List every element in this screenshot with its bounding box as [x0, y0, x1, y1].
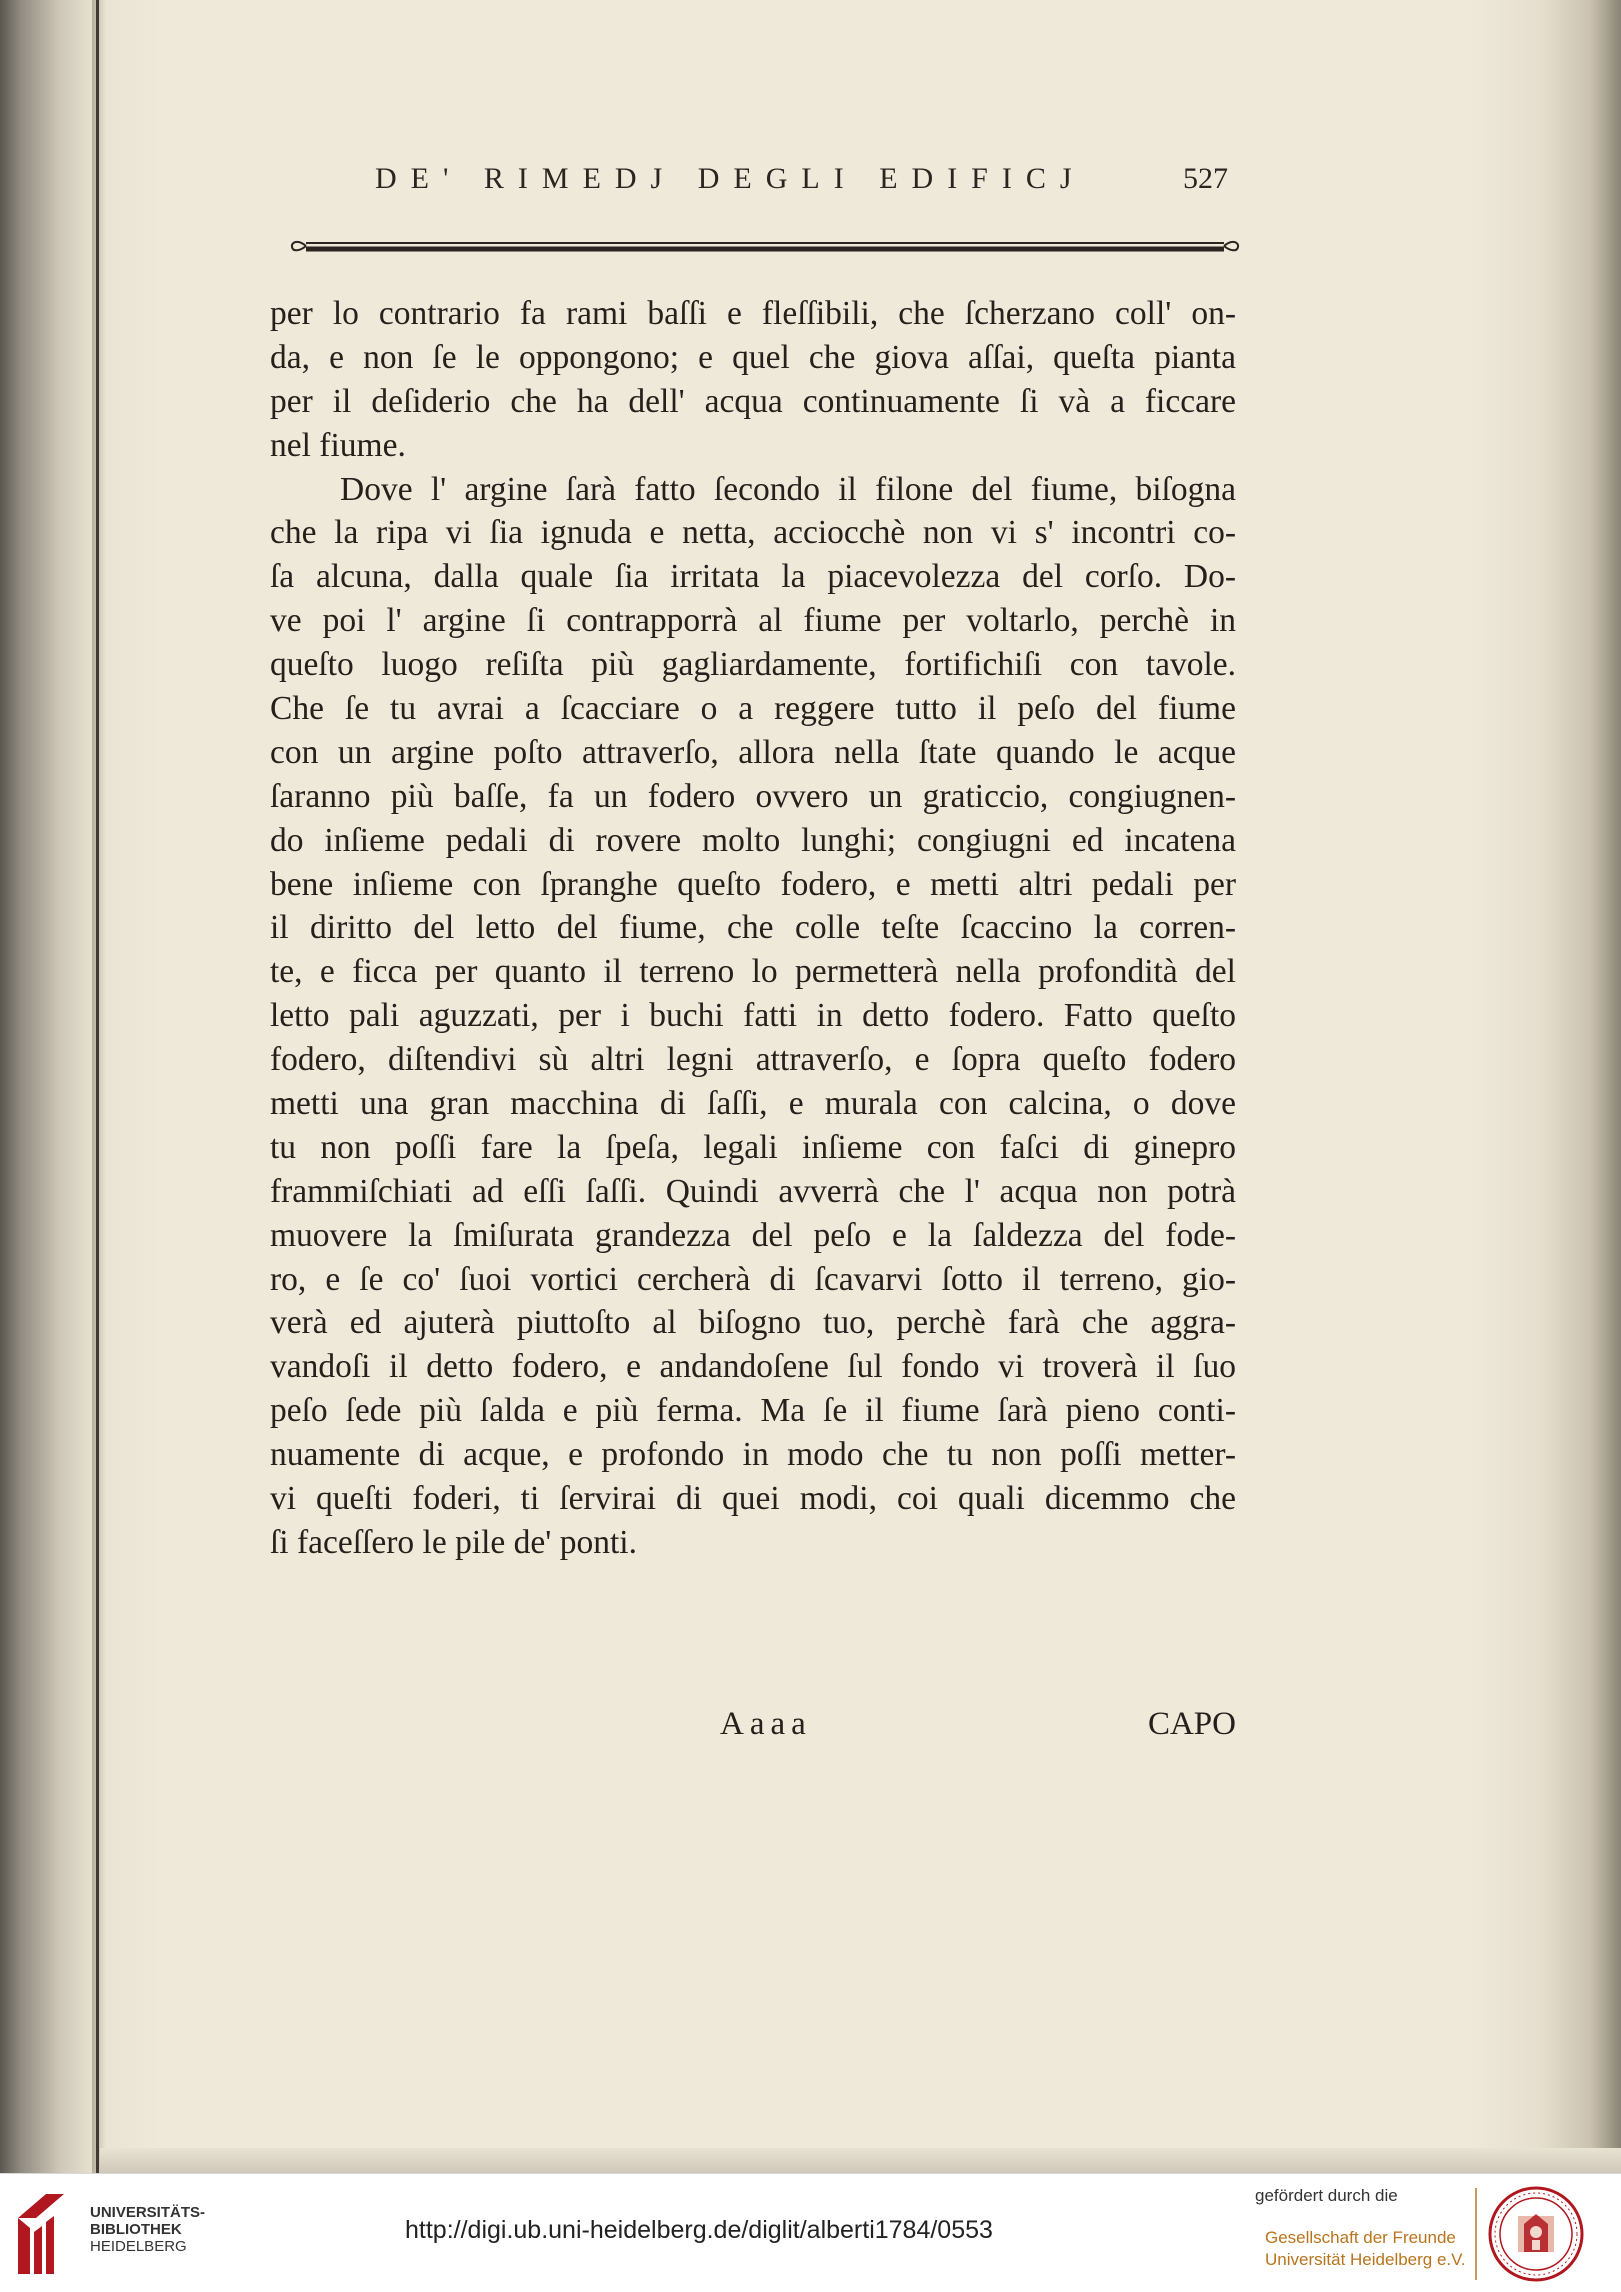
text-line: che la ripa vi ſia ignuda e netta, acciocchè non vi s' incontri co- — [270, 514, 1236, 552]
sponsor-name-line: Gesellschaft der Freunde — [1265, 2228, 1456, 2247]
library-name-line: UNIVERSITÄTS- — [90, 2204, 206, 2221]
text-line: ſa alcuna, dalla quale ſia irritata la piacevolezza del corſo. Do- — [270, 558, 1236, 596]
university-seal-icon — [1488, 2186, 1584, 2282]
text-line: tu non poſſi fare la ſpeſa, legali inſieme con faſci di ginepro — [270, 1128, 1236, 1166]
university-library-logo-icon — [12, 2188, 70, 2280]
library-name-line: HEIDELBERG — [90, 2238, 187, 2255]
text-line: peſo ſede più ſalda e più ferma. Ma ſe il fiume ſarà pieno conti- — [270, 1392, 1236, 1430]
text-line: nel fiume. — [270, 426, 406, 464]
sponsor-name-line: Universität Heidelberg e.V. — [1265, 2250, 1466, 2269]
text-line: bene inſieme con ſpranghe queſto fodero, e metti altri pedali per — [270, 865, 1236, 903]
gutter-shadow — [92, 0, 106, 2173]
library-name-line: BIBLIOTHEK — [90, 2221, 182, 2238]
page-footer — [270, 1700, 1236, 1750]
text-line: ro, e ſe co' ſuoi vortici cercherà di ſcavarvi ſotto il terreno, gio- — [270, 1260, 1236, 1298]
permalink[interactable]: http://digi.ub.uni-heidelberg.de/diglit/alberti1784/0553 — [405, 2216, 993, 2244]
signature-mark: Aaaa — [720, 1706, 812, 1742]
digitization-banner — [0, 2173, 1621, 2292]
sponsor-name — [1265, 2227, 1466, 2271]
text-line: muovere la ſmiſurata grandezza del peſo e la ſaldezza del fode- — [270, 1216, 1236, 1254]
header-rule — [290, 238, 1240, 256]
funded-by-label: gefördert durch die — [1255, 2186, 1398, 2205]
text-line: vi queſti foderi, ti ſervirai di quei modi, coi quali dicemmo che — [270, 1480, 1236, 1518]
text-line: letto pali aguzzati, per i buchi fatti in detto fodero. Fatto queſto — [270, 997, 1236, 1035]
banner-divider — [1475, 2188, 1477, 2280]
text-line: Dove l' argine ſarà fatto ſecondo il filone del fiume, biſogna — [340, 470, 1236, 508]
catchword: CAPO — [1147, 1706, 1236, 1742]
library-name — [90, 2204, 205, 2255]
page-lower-edge — [100, 2148, 1621, 2173]
text-line: fodero, diſtendivi sù altri legni attraverſo, e ſopra queſto fodero — [270, 1041, 1236, 1079]
text-line: per il deſiderio che ha dell' acqua continuamente ſi và a ficcare — [270, 382, 1236, 420]
text-line: Che ſe tu avrai a ſcacciare o a reggere tutto il peſo del fiume — [270, 690, 1236, 728]
text-line: ſi faceſſero le pile de' ponti. — [270, 1523, 637, 1561]
text-line: verà ed ajuterà piuttoſto al biſogno tuo, perchè farà che aggra- — [270, 1304, 1236, 1342]
text-line: do inſieme pedali di rovere molto lunghi; congiugni ed incatena — [270, 821, 1236, 859]
text-line: vandoſi il detto fodero, e andandoſene ſul fondo vi troverà il ſuo — [270, 1348, 1236, 1386]
running-title: DE' RIMEDJ DEGLI EDIFICJ — [375, 162, 1086, 195]
text-line: da, e non ſe le oppongono; e quel che giova aſſai, queſta pianta — [270, 338, 1236, 376]
gutter-fold — [96, 0, 99, 2173]
text-line: ſaranno più baſſe, fa un fodero ovvero un graticcio, congiugnen- — [270, 777, 1236, 815]
page-header — [260, 158, 1260, 210]
text-line: il diritto del letto del fiume, che colle teſte ſcaccino la corren- — [270, 909, 1236, 947]
text-line: queſto luogo reſiſta più gagliardamente, fortifichiſi con tavole. — [270, 646, 1236, 684]
text-line: nuamente di acque, e profondo in modo che tu non poſſi metter- — [270, 1436, 1236, 1474]
page-number: 527 — [1183, 162, 1228, 195]
text-line: con un argine poſto attraverſo, allora nella ſtate quando le acque — [270, 733, 1236, 771]
text-line: te, e ficca per quanto il terreno lo permetterà nella profondità del — [270, 953, 1236, 991]
text-line: metti una gran macchina di ſaſſi, e murala con calcina, o dove — [270, 1085, 1236, 1123]
text-line: ve poi l' argine ſi contrapporrà al fiume per voltarlo, perchè in — [270, 602, 1236, 640]
text-line: frammiſchiati ad eſſi ſaſſi. Quindi avverrà che l' acqua non potrà — [270, 1172, 1236, 1210]
body-text — [270, 292, 1236, 1565]
text-line: per lo contrario fa rami baſſi e fleſſibili, che ſcherzano coll' on- — [270, 295, 1236, 332]
